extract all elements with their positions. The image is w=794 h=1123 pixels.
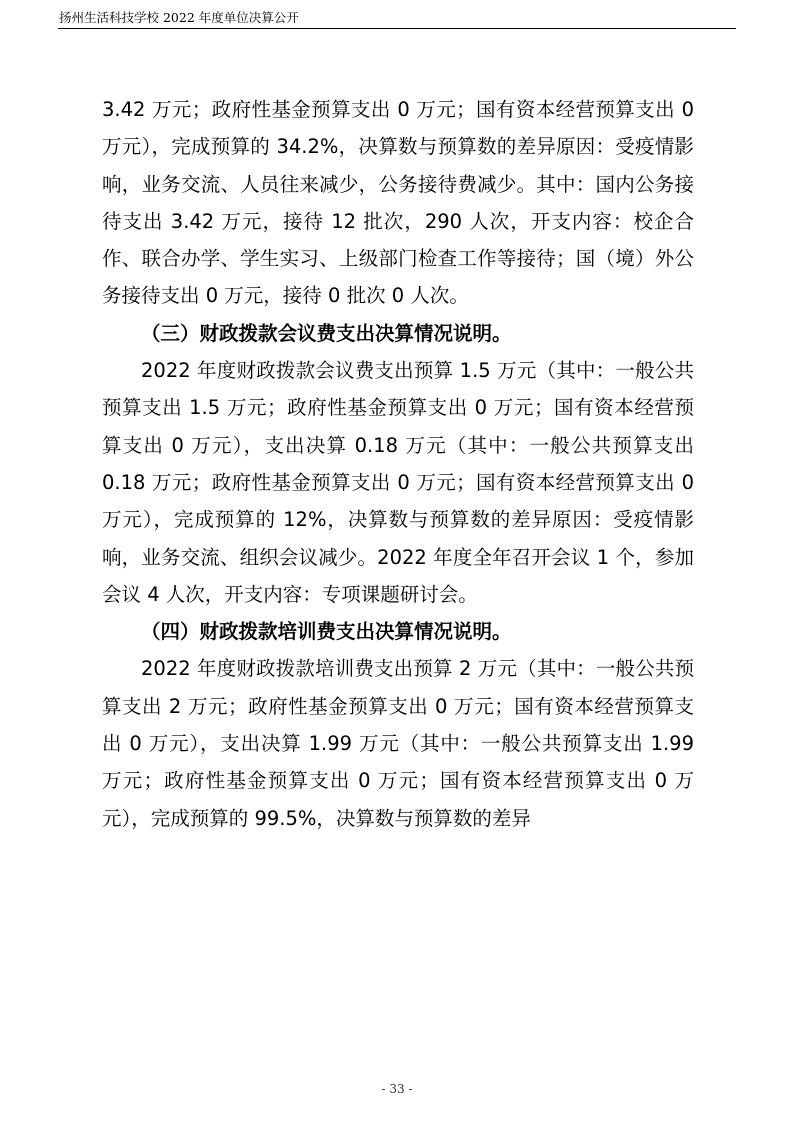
paragraph-meeting-expense: 2022 年度财政拨款会议费支出预算 1.5 万元（其中：一般公共预算支出 1.5 万元；政府性基金预算支出 0 万元；国有资本经营预算支出 0 万元），支出决算 0.18 万元（其中：一般公共预算支出 0.18 万元；政府性基金预算支出 0 万元；国有资本经营预算支出 0 万元），完成预算的 12%，决算数与预算数的差异原因：受疫情影响，业务交流、组织会议减少。2022 年度全年召开会议 1 个，参加会议 4 人次，开支内容：专项课题研讨会。 [102, 359, 694, 606]
section-heading-meeting-expense: （三）财政拨款会议费支出决算情况说明。 [141, 321, 512, 345]
document-body [102, 91, 694, 837]
page-number: - 33 - [381, 1082, 413, 1096]
paragraph-reception-expense-continuation: 3.42 万元；政府性基金预算支出 0 万元；国有资本经营预算支出 0 万元），完成预算的 34.2%，决算数与预算数的差异原因：受疫情影响，业务交流、人员往来减少，公务接待费减少。其中：国内公务接待支出 3.42 万元，接待 12 批次，290 人次，开支内容：校企合作、联合办学、学生实习、上级部门检查工作等接待；国（境）外公务接待支出 0 万元，接待 0 批次 0 人次。 [102, 98, 694, 308]
paragraph-training-expense: 2022 年度财政拨款培训费支出预算 2 万元（其中：一般公共预算支出 2 万元；政府性基金预算支出 0 万元；国有资本经营预算支出 0 万元），支出决算 1.99 万元（其中：一般公共预算支出 1.99 万元；政府性基金预算支出 0 万元；国有资本经营预算支出 0 万元），完成预算的 99.5%，决算数与预算数的差异 [102, 657, 694, 830]
running-header: 扬州生活科技学校 2022 年度单位决算公开 [59, 10, 299, 25]
section-heading-training-expense: （四）财政拨款培训费支出决算情况说明。 [141, 620, 512, 644]
header-rule [58, 28, 736, 29]
